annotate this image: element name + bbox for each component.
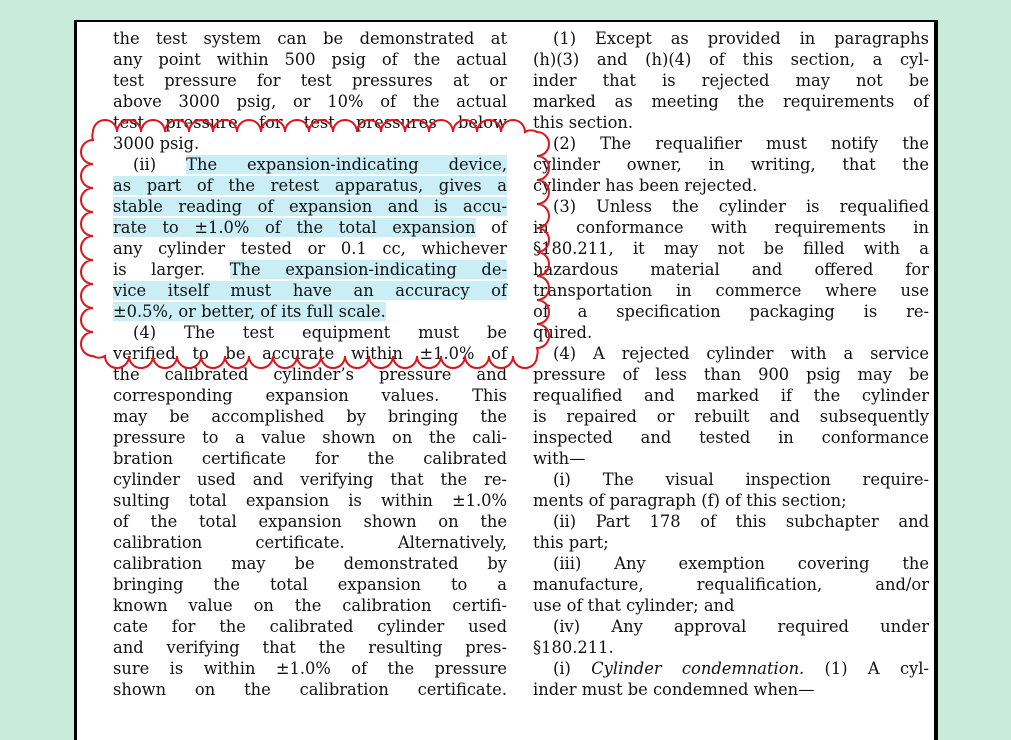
highlighted-text: The expansion-indicating de- <box>229 260 507 279</box>
text-span: manufacture, requalification, and/or <box>533 575 929 594</box>
text-span: use of that cylinder; and <box>533 596 735 615</box>
text-span: ments of paragraph (f) of this section; <box>533 491 847 510</box>
text-line <box>113 448 507 469</box>
text-span: any point within 500 psig of the actual <box>113 50 507 69</box>
text-line <box>113 385 507 406</box>
text-span: (i) <box>553 659 592 678</box>
text-span: with— <box>533 449 586 468</box>
text-span: calibration certificate. Alternatively, <box>113 533 507 552</box>
text-span: of <box>475 218 507 237</box>
text-line <box>113 70 507 91</box>
text-span: the calibrated cylinder’s pressure and <box>113 365 507 384</box>
text-line <box>113 49 507 70</box>
text-line <box>533 532 929 553</box>
text-line <box>533 175 929 196</box>
text-line <box>113 658 507 679</box>
text-span: of a specification packaging is re- <box>533 302 929 321</box>
text-span: any cylinder tested or 0.1 cc, whichever <box>113 239 507 258</box>
text-line <box>533 238 929 259</box>
text-line <box>113 595 507 616</box>
text-span: marked as meeting the requirements of <box>533 92 929 111</box>
text-span: cylinder has been rejected. <box>533 176 758 195</box>
text-line <box>533 133 929 154</box>
text-span: test pressure for test pressures at or <box>113 71 507 90</box>
text-span: transportation in commerce where use <box>533 281 929 300</box>
text-span: cylinder used and verifying that the re- <box>113 470 507 489</box>
text-line <box>533 217 929 238</box>
text-span: cylinder owner, in writing, that the <box>533 155 929 174</box>
highlighted-text: as part of the retest apparatus, gives a <box>113 176 507 195</box>
text-line <box>113 175 507 196</box>
text-line <box>113 427 507 448</box>
text-line <box>113 217 507 238</box>
text-line <box>113 469 507 490</box>
text-line <box>533 616 929 637</box>
text-span: (iv) Any approval required under <box>553 617 929 636</box>
text-span: (i) The visual inspection require- <box>553 470 929 489</box>
text-span: requalified and marked if the cylinder <box>533 386 929 405</box>
text-span: inder that is rejected may not be <box>533 71 929 90</box>
text-line <box>113 91 507 112</box>
text-span: (iii) Any exemption covering the <box>553 554 929 573</box>
text-span: sure is within ±1.0% of the pressure <box>113 659 507 678</box>
text-span: (h)(3) and (h)(4) of this section, a cyl- <box>533 50 929 69</box>
text-span: hazardous material and offered for <box>533 260 929 279</box>
text-line <box>113 679 507 700</box>
text-line <box>113 154 507 175</box>
right-text-column <box>533 28 929 700</box>
text-line <box>533 70 929 91</box>
text-span: (3) Unless the cylinder is requalified <box>553 197 929 216</box>
left-text-column <box>113 28 507 700</box>
text-line <box>113 133 507 154</box>
text-span: (4) A rejected cylinder with a service <box>553 344 929 363</box>
text-line <box>533 490 929 511</box>
text-line <box>113 301 507 322</box>
text-line <box>113 364 507 385</box>
text-span: inder must be condemned when— <box>533 680 815 699</box>
text-line <box>533 595 929 616</box>
text-span: pressure to a value shown on the cali- <box>113 428 507 447</box>
text-span: shown on the calibration certificate. <box>113 680 507 699</box>
text-span: is repaired or rebuilt and subsequently <box>533 407 929 426</box>
text-line <box>533 658 929 679</box>
text-line <box>533 406 929 427</box>
text-line <box>113 616 507 637</box>
text-line <box>113 574 507 595</box>
text-span: of the total expansion shown on the <box>113 512 507 531</box>
text-line <box>533 28 929 49</box>
text-line <box>533 301 929 322</box>
text-line <box>533 196 929 217</box>
text-span: (1) A cyl- <box>804 659 929 678</box>
text-span: the test system can be demonstrated at <box>113 29 507 48</box>
text-line <box>113 511 507 532</box>
text-line <box>533 49 929 70</box>
text-span: (2) The requalifier must notify the <box>553 134 929 153</box>
text-line <box>113 553 507 574</box>
text-line <box>113 406 507 427</box>
text-span: pressure of less than 900 psig may be <box>533 365 929 384</box>
highlighted-text: rate to ±1.0% of the total expansion <box>113 218 476 237</box>
text-line <box>533 154 929 175</box>
text-line <box>113 196 507 217</box>
text-span: (ii) Part 178 of this subchapter and <box>553 512 929 531</box>
highlighted-text: vice itself must have an accuracy of <box>113 281 507 300</box>
text-line <box>533 112 929 133</box>
text-span: this section. <box>533 113 634 132</box>
text-span: known value on the calibration certifi- <box>113 596 507 615</box>
text-span: §180.211, it may not be filled with a <box>533 239 929 258</box>
text-span: cate for the calibrated cylinder used <box>113 617 507 636</box>
text-span: and verifying that the resulting pres- <box>113 638 507 657</box>
text-line <box>533 343 929 364</box>
highlighted-text: stable reading of expansion and is accu- <box>113 197 507 216</box>
text-line <box>113 28 507 49</box>
text-span: verified to be accurate within ±1.0% of <box>113 344 507 363</box>
text-span: inspected and tested in conformance <box>533 428 929 447</box>
text-span: (4) The test equipment must be <box>133 323 507 342</box>
text-line <box>533 448 929 469</box>
text-span: in conformance with requirements in <box>533 218 929 237</box>
text-line <box>533 364 929 385</box>
text-line <box>533 469 929 490</box>
text-line <box>533 259 929 280</box>
text-line <box>113 280 507 301</box>
text-span: bration certificate for the calibrated <box>113 449 507 468</box>
text-line <box>113 490 507 511</box>
text-span: above 3000 psig, or 10% of the actual <box>113 92 507 111</box>
italic-heading: Cylinder condemnation. <box>591 659 805 678</box>
text-line <box>533 553 929 574</box>
text-line <box>113 637 507 658</box>
text-line <box>533 679 929 700</box>
text-line <box>533 637 929 658</box>
text-span: may be accomplished by bringing the <box>113 407 507 426</box>
text-span: (1) Except as provided in paragraphs <box>553 29 929 48</box>
text-span: calibration may be demonstrated by <box>113 554 507 573</box>
text-line <box>113 238 507 259</box>
text-span: 3000 psig. <box>113 134 200 153</box>
text-line <box>113 532 507 553</box>
text-line <box>113 322 507 343</box>
text-line <box>113 259 507 280</box>
text-span: is larger. <box>113 260 230 279</box>
text-span: bringing the total expansion to a <box>113 575 507 594</box>
highlighted-text: ±0.5%, or better, of its full scale. <box>113 302 386 321</box>
text-line <box>533 280 929 301</box>
text-line <box>533 511 929 532</box>
text-span: this part; <box>533 533 609 552</box>
text-line <box>533 322 929 343</box>
text-line <box>533 91 929 112</box>
text-line <box>113 343 507 364</box>
text-span: corresponding expansion values. This <box>113 386 507 405</box>
text-line <box>533 574 929 595</box>
text-line <box>533 385 929 406</box>
text-line <box>113 112 507 133</box>
text-span: quired. <box>533 323 593 342</box>
text-span: (ii) <box>133 155 187 174</box>
text-line <box>533 427 929 448</box>
text-span: §180.211. <box>533 638 614 657</box>
text-span: sulting total expansion is within ±1.0% <box>113 491 507 510</box>
highlighted-text: The expansion-indicating device, <box>186 155 507 174</box>
text-span: test pressure for test pressures below <box>113 113 507 132</box>
document-page <box>74 20 938 740</box>
